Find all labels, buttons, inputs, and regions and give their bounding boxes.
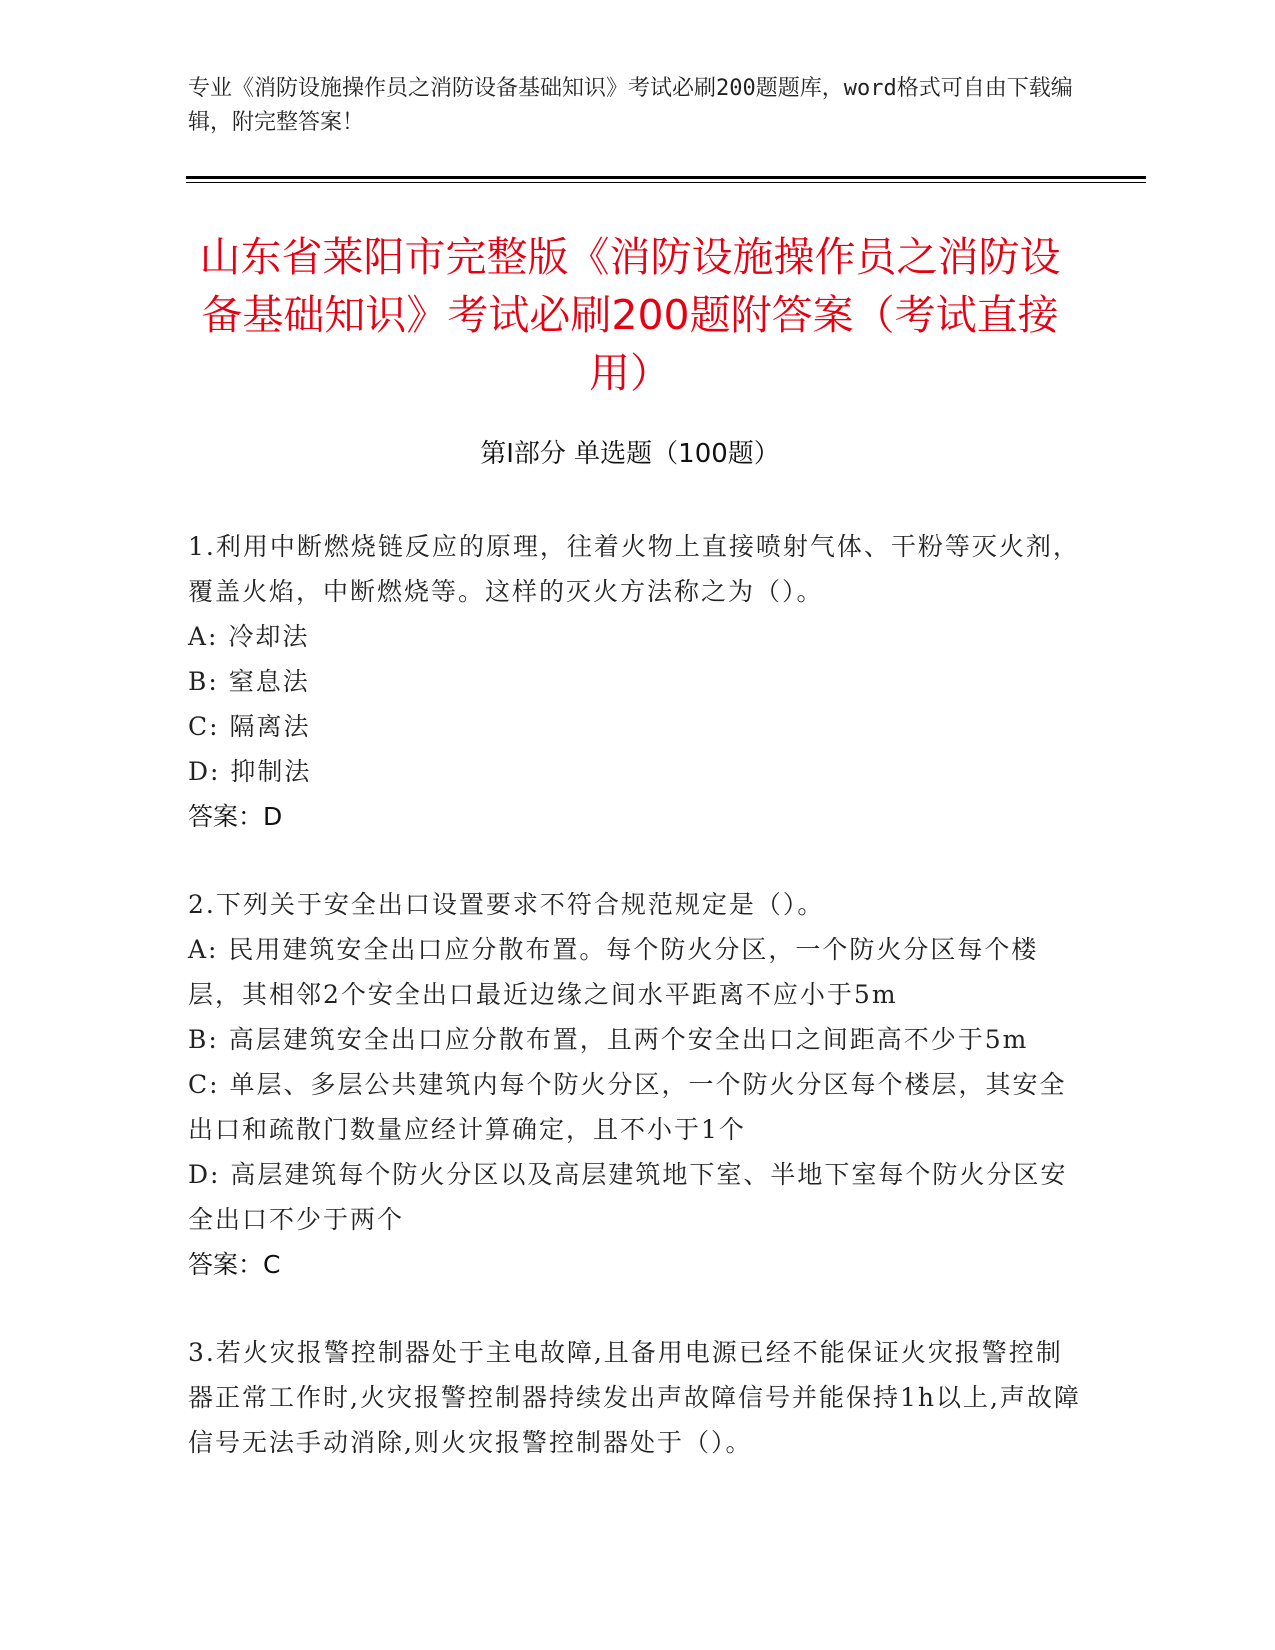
document-title: 山东省莱阳市完整版《消防设施操作员之消防设备基础知识》考试必刷200题附答案（考试直接用） [199,233,1061,397]
header-note: 专业《消防设施操作员之消防设备基础知识》考试必刷200题题库，word格式可自由下载编辑，附完整答案！ [188,76,1073,135]
option-b: B: 窒息法 [188,667,310,696]
header-divider-thick [186,176,1146,179]
header-divider-thin [186,182,1146,183]
option-c: C: 单层、多层公共建筑内每个防火分区，一个防火分区每个楼层，其安全出口和疏散门数量应经计算确定，且不小于1个 [188,1070,1067,1144]
section-title: 第I部分 单选题（100题） [480,439,780,469]
option-d: D: 高层建筑每个防火分区以及高层建筑地下室、半地下室每个防火分区安全出口不少于两个 [188,1160,1068,1234]
question-list [188,524,1088,1508]
option-d: D: 抑制法 [188,757,312,786]
option-b: B: 高层建筑安全出口应分散布置，且两个安全出口之间距高不少于5m [188,1025,1029,1054]
option-a: A: 民用建筑安全出口应分散布置。每个防火分区，一个防火分区每个楼层，其相邻2个安全出口最近边缘之间水平距离不应小于5m [188,935,1039,1009]
question-2 [188,882,1088,1287]
answer-label: 答案：D [188,802,283,831]
question-stem: 1.利用中断燃烧链反应的原理，往着火物上直接喷射气体、干粉等灭火剂，覆盖火焰，中断燃烧等。这样的灭火方法称之为（）。 [188,532,1080,606]
answer-label: 答案：C [188,1250,281,1279]
option-a: A: 冷却法 [188,622,310,651]
option-c: C: 隔离法 [188,712,311,741]
question-stem: 3.若火灾报警控制器处于主电故障,且备用电源已经不能保证火灾报警控制器正常工作时,火灾报警控制器持续发出声故障信号并能保持1h以上,声故障信号无法手动消除,则火灾报警控制器处于（）。 [188,1338,1081,1457]
question-1 [188,524,1088,839]
question-stem: 2.下列关于安全出口设置要求不符合规范规定是（）。 [188,890,825,919]
question-3 [188,1330,1088,1465]
